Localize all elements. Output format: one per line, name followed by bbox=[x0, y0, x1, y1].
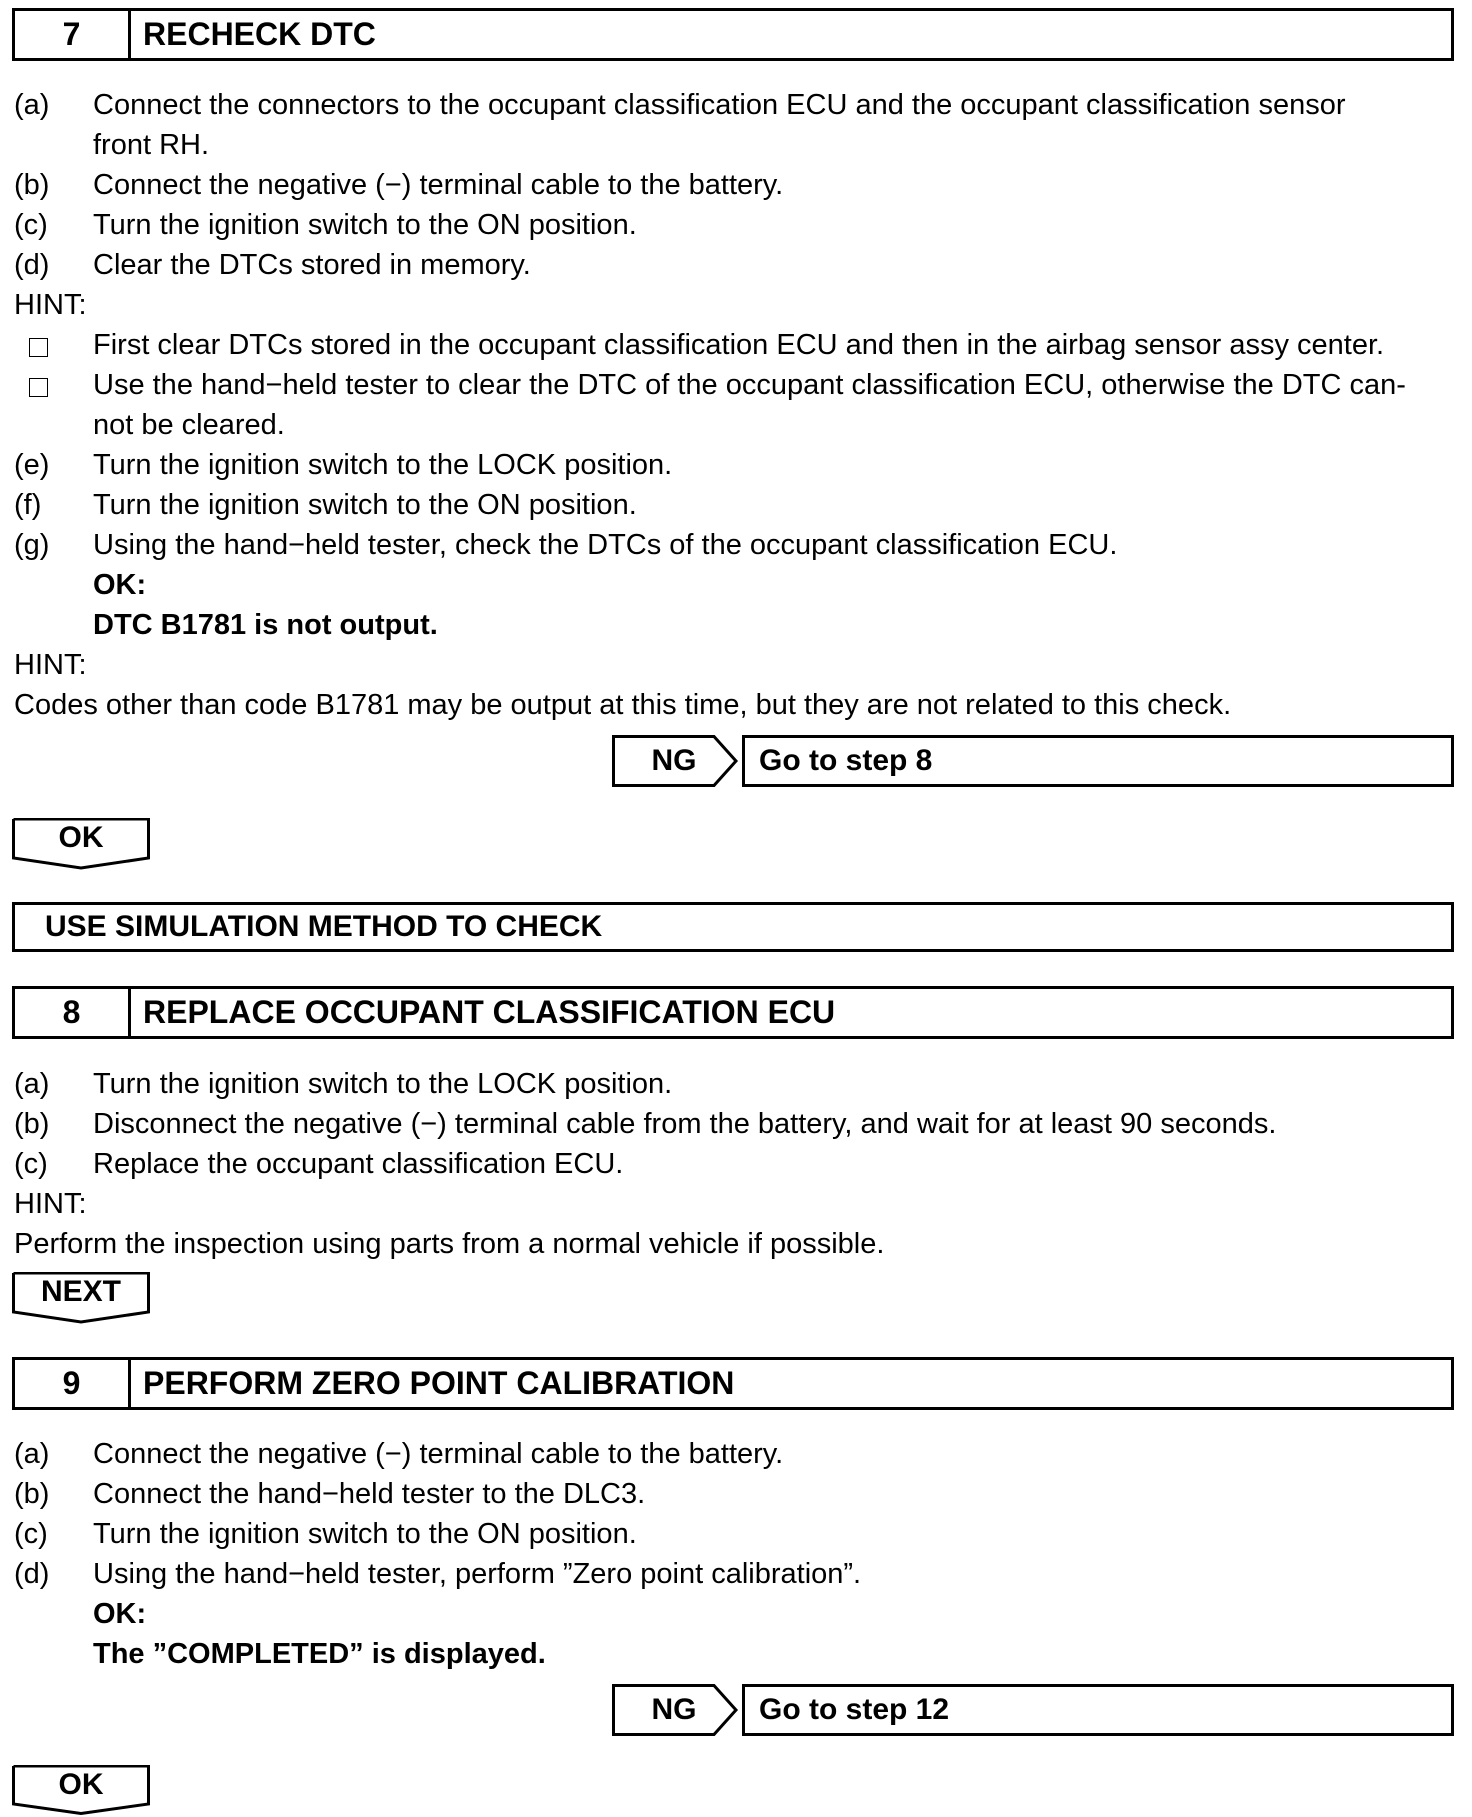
simulation-header: USE SIMULATION METHOD TO CHECK bbox=[12, 902, 1454, 952]
item-label: (c) bbox=[14, 1148, 48, 1180]
item-label: (b) bbox=[14, 169, 50, 201]
ok-condition: DTC B1781 is not output. bbox=[93, 609, 438, 641]
item-text: Connect the negative (−) terminal cable to the battery. bbox=[93, 169, 784, 201]
item-text: Turn the ignition switch to the ON position. bbox=[93, 209, 637, 241]
next-result-tag bbox=[12, 1272, 150, 1324]
item-label: (d) bbox=[14, 1558, 50, 1590]
step-number: 8 bbox=[15, 989, 131, 1036]
item-label: (b) bbox=[14, 1478, 50, 1510]
ng-branch bbox=[612, 1684, 1454, 1736]
item-label: (d) bbox=[14, 249, 50, 281]
item-label: (g) bbox=[14, 529, 50, 561]
item-text: Turn the ignition switch to the LOCK position. bbox=[93, 1068, 673, 1100]
step-title: PERFORM ZERO POINT CALIBRATION bbox=[143, 1365, 735, 1401]
ok-tag-label: OK bbox=[58, 821, 104, 854]
bullet-square-icon bbox=[29, 378, 48, 397]
item-text: Replace the occupant classification ECU. bbox=[93, 1148, 624, 1180]
item-text: Connect the connectors to the occupant classification ECU and the occupant classification sensor bbox=[93, 89, 1346, 121]
step-title: REPLACE OCCUPANT CLASSIFICATION ECU bbox=[143, 994, 836, 1030]
item-text: Disconnect the negative (−) terminal cable from the battery, and wait for at least 90 seconds. bbox=[93, 1108, 1277, 1140]
ok-result-tag bbox=[12, 1765, 150, 1817]
step-8-header bbox=[12, 986, 1454, 1039]
item-text: Connect the negative (−) terminal cable to the battery. bbox=[93, 1438, 784, 1470]
ok-result-tag bbox=[12, 818, 150, 870]
hint-text: Codes other than code B1781 may be output at this time, but they are not related to this check. bbox=[14, 689, 1232, 721]
next-tag-label: NEXT bbox=[40, 1275, 121, 1308]
item-label: (a) bbox=[14, 1438, 50, 1470]
step-title: RECHECK DTC bbox=[143, 16, 376, 52]
step-number: 9 bbox=[15, 1360, 131, 1407]
ok-label: OK: bbox=[93, 569, 147, 601]
item-label: (b) bbox=[14, 1108, 50, 1140]
item-text: Clear the DTCs stored in memory. bbox=[93, 249, 531, 281]
bullet-square-icon bbox=[29, 338, 48, 357]
hint-bullet-text: not be cleared. bbox=[93, 409, 285, 441]
item-label: (f) bbox=[14, 489, 42, 521]
step-number: 7 bbox=[15, 11, 131, 58]
item-text: Turn the ignition switch to the ON position. bbox=[93, 1518, 637, 1550]
item-label: (a) bbox=[14, 89, 50, 121]
step-9-header bbox=[12, 1357, 1454, 1410]
ok-tag-label: OK bbox=[58, 1768, 104, 1801]
ng-go-to-step[interactable]: Go to step 12 bbox=[742, 1684, 1454, 1736]
item-label: (e) bbox=[14, 449, 50, 481]
ng-branch bbox=[612, 735, 1454, 787]
item-label: (a) bbox=[14, 1068, 50, 1100]
hint-bullet-text: First clear DTCs stored in the occupant classification ECU and then in the airbag sensor assy center. bbox=[93, 329, 1385, 361]
item-text: Connect the hand−held tester to the DLC3. bbox=[93, 1478, 646, 1510]
hint-text: Perform the inspection using parts from a normal vehicle if possible. bbox=[14, 1228, 885, 1260]
item-text: Using the hand−held tester, check the DTCs of the occupant classification ECU. bbox=[93, 529, 1118, 561]
item-text: Turn the ignition switch to the ON position. bbox=[93, 489, 637, 521]
hint-label: HINT: bbox=[14, 649, 87, 681]
ok-condition: The ”COMPLETED” is displayed. bbox=[93, 1638, 546, 1670]
step-7-header bbox=[12, 8, 1454, 61]
ok-label: OK: bbox=[93, 1598, 147, 1630]
ng-label: NG bbox=[651, 744, 697, 777]
ng-label: NG bbox=[651, 1693, 697, 1726]
hint-label: HINT: bbox=[14, 289, 87, 321]
ng-go-to-step[interactable]: Go to step 8 bbox=[742, 735, 1454, 787]
item-text: Using the hand−held tester, perform ”Zero point calibration”. bbox=[93, 1558, 862, 1590]
item-label: (c) bbox=[14, 209, 48, 241]
item-label: (c) bbox=[14, 1518, 48, 1550]
item-text: Turn the ignition switch to the LOCK position. bbox=[93, 449, 673, 481]
item-text: front RH. bbox=[93, 129, 210, 161]
hint-bullet-text: Use the hand−held tester to clear the DTC of the occupant classification ECU, otherwise the DTC can- bbox=[93, 369, 1406, 401]
hint-label: HINT: bbox=[14, 1188, 87, 1220]
